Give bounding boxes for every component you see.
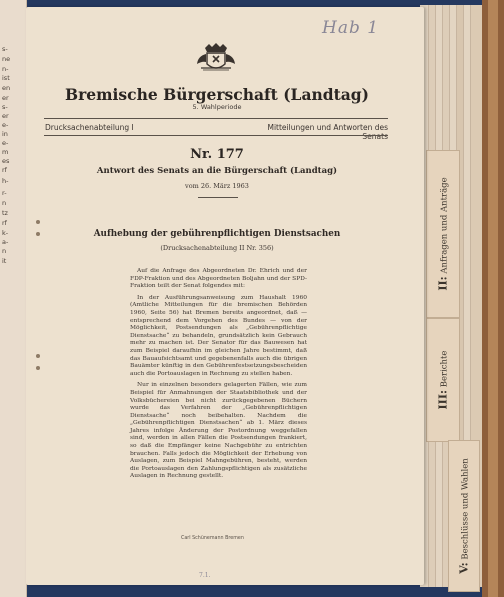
subject-heading: Aufhebung der gebührenpflichtigen Dienstsachen [93,229,341,239]
tab-berichte[interactable] [426,318,460,442]
left-page-fragment: ist [2,74,10,82]
tab-numeral: III: [436,389,450,410]
divider [198,197,238,198]
tab-numeral: V: [457,562,471,574]
legislative-period: 5. Wahlperiode [192,103,242,111]
subject-reference: (Drucksachenabteilung II Nr. 356) [160,244,274,252]
left-page-fragment: en [2,84,11,92]
folder-binding [482,0,504,597]
document-number: Nr. 177 [190,147,244,162]
left-page-fragment: s- [2,103,8,111]
divider [44,118,388,119]
paragraph: Nur in einzelnen besonders gelagerten Fällen, wie zum Beispiel für Anmahnungen der Staatsbibliothek und der Volksbüchereien bei nicht zurückgegebenen Büchern wurde das Verfahren der „Gebührenpflichtigen Dienstsache“ noch beibehalten. Nachdem die „Gebührenpflichtigen Dienstsachen“ ab 1. März dieses Jahres infolge Änderung der Postordnung weggefallen sind, werden in allen Fällen die Postsendungen frankiert, so daß die Empfänger keine Nachgebühr zu entrichten brauchen. Falls jedoch die Möglichkeit der Erhebung von Auslagen, zum Beispiel Mahngebühren, besteht, werden die Portoauslagen den Zahlungspflichtigen als zusätzliche Auslagen in Rechnung gestellt. [130,382,307,480]
page-title: Bremische Bürgerschaft (Landtag) [65,85,369,104]
paragraph: In der Ausführungsanweisung zum Haushalt 1960 (Amtliche Mitteilungen für die bremischen Behörden 1960, Seite 56) hat Bremen bereits angeordnet, daß — entsprechend dem Vorgehen des Bundes — von der Möglichkeit, Postsendungen als „Gebührenpflichtige Dienstsache“ zu behandeln, grundsätzlich kein Gebrauch mehr zu machen ist. Der Senator für das Bauwesen hat zum Beispiel daraufhin im gleichen Jahre bestimmt, daß das Bauaufsichtsamt und gegebenenfalls auch die übrigen Bauämter künftig in den Gebührenfestsetzungsbescheiden auch die Portoauslagen in Rechnung zu stellen haben. [130,294,307,377]
left-page-fragment: k- [2,229,9,237]
tab-label: Berichte [439,350,450,388]
left-page-fragment: rf [2,166,7,174]
body-text [130,268,307,485]
handwritten-note: Hab 1 [322,18,380,38]
left-page-fragment: rf [2,219,7,227]
left-page-fragment: m [2,148,9,156]
section-subtitle: Mitteilungen und Antworten des Senats [267,123,388,141]
tab-label: Beschlüsse und Wahlen [460,458,471,560]
left-page-fragment: es [2,157,10,165]
coat-of-arms-icon [193,42,239,74]
left-page-fragment: s- [2,45,8,53]
document-date: vom 26. März 1963 [185,182,249,190]
left-page-fragment: e- [2,139,9,147]
left-page-fragment: tz [2,209,8,217]
left-page-fragment: in [2,130,8,138]
tab-numeral: II: [436,276,450,291]
left-page-fragment: n [2,247,7,255]
tab-anfragen[interactable] [426,150,460,318]
left-page-fragment: er [2,94,9,102]
left-page-fragment: er [2,112,9,120]
left-page-fragment: h- [2,177,9,185]
left-page-fragment: n- [2,65,9,73]
left-page-fragment: r- [2,189,7,197]
printer-imprint: Carl Schünemann Bremen [181,536,244,541]
left-page-fragment: it [2,257,7,265]
left-page-fragment: ne [2,55,11,63]
left-page-fragment: e- [2,121,9,129]
section-label: Drucksachenabteilung I [45,123,134,132]
divider [44,135,388,136]
left-page-fragment: n [2,199,7,207]
paragraph: Auf die Anfrage des Abgeordneten Dr. Ehrich und der FDP-Fraktion und des Abgeordneten Boljahn und der SPD-Fraktion teilt der Senat folgendes mit: [130,268,307,290]
tab-beschluesse[interactable] [448,440,480,592]
tab-label: Anfragen und Anträge [439,177,450,274]
pencil-mark: 7.1. [199,572,211,579]
document-heading: Antwort des Senats an die Bürgerschaft (Landtag) [96,166,338,176]
left-page-edge [0,0,27,597]
left-page-fragment: a- [2,238,9,246]
